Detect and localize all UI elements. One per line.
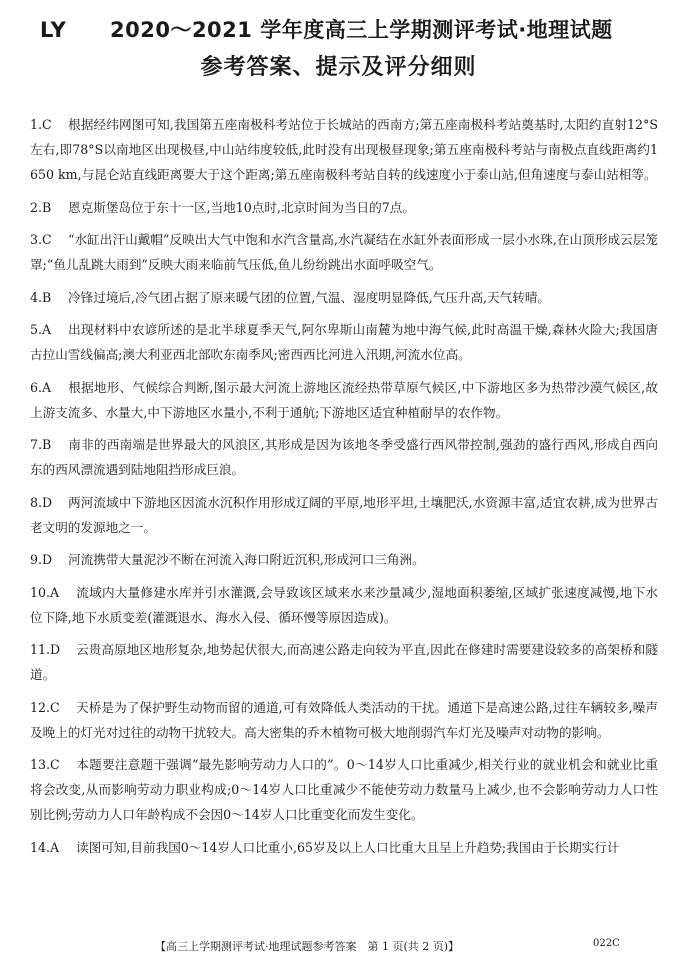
answer-number: 6. (30, 379, 43, 395)
answer-number: 1. (30, 117, 43, 132)
answer-number: 9. (30, 552, 43, 567)
answer-item (30, 285, 658, 310)
answer-number: 12. (30, 699, 51, 715)
answer-explanation: 本题要注意题干强调“最先影响劳动力人口的”。0～14岁人口比重减少,相关行业的就业机会和就业比重将会改变,从而影响劳动力职业构成;0～14岁人口比重减少不能使劳动力数量马上减少,也不会影响劳动力人口性别比例;劳动力人口年龄构成不会因0～14岁人口比重变化而发生变化。 (30, 757, 658, 822)
answer-explanation: 读图可知,目前我国0～14岁人口比重小,65岁及以上人口比重大且呈上升趋势;我国由于长期实行计 (76, 839, 620, 855)
answer-list (30, 112, 658, 867)
answer-number: 10. (30, 584, 51, 600)
answer-item (30, 835, 658, 860)
answer-item (30, 580, 658, 630)
answer-number: 2. (30, 199, 43, 215)
exam-title-text: 2020～2021 学年度高三上学期测评考试·地理试题 (110, 18, 613, 42)
answer-number: 4. (30, 289, 43, 305)
answer-explanation: 南非的西南端是世界最大的风浪区,其形成是因为该地冬季受盛行西风带控制,强劲的盛行西风,形成自西向东的西风漂流遇到陆地阻挡形成巨浪。 (30, 437, 658, 477)
answer-number: 3. (30, 232, 43, 247)
answer-item (30, 695, 658, 745)
answer-number: 14. (30, 839, 51, 855)
answer-explanation: 冷锋过境后,冷气团占据了原来暖气团的位置,气温、湿度明显降低,气压升高,天气转晴。 (68, 289, 551, 305)
answer-explanation: 云贵高原地区地形复杂,地势起伏很大,而高速公路走向较为平直,因此在修建时需要建设较多的高架桥和隧道。 (30, 642, 658, 682)
answer-item (30, 490, 658, 540)
answer-item (30, 637, 658, 687)
answer-key: A (42, 322, 52, 337)
answer-explanation: 两河流域中下游地区因流水沉积作用形成辽阔的平原,地形平坦,土壤肥沃,水资源丰富,适宜农耕,成为世界古老文明的发源地之一。 (30, 494, 658, 535)
answer-number: 11. (30, 642, 51, 657)
answer-explanation: 根据地形、气候综合判断,图示最大河流上游地区流经热带草原气候区,中下游地区多为热带沙漠气候区,故上游支流多、水量大,中下游地区水量小,不利于通航;下游地区适宜种植耐旱的农作物。 (30, 379, 658, 420)
answer-explanation: 出现材料中农谚所述的是北半球夏季天气,阿尔卑斯山南麓为地中海气候,此时高温干燥,森林火险大;我国唐古拉山雪线偏高;澳大利亚西北部吹东南季风;密西西比河进入汛期,河流水位高。 (30, 322, 658, 362)
answer-item (30, 752, 658, 827)
answer-item (30, 317, 658, 367)
answer-explanation: 天桥是为了保护野生动物而留的通道,可有效降低人类活动的干扰。通道下是高速公路,过往车辆较多,噪声及晚上的灯光对过往的动物干扰较大。高大密集的乔木植物可极大地削弱汽车灯光及噪声对动物的影响。 (30, 699, 658, 740)
answer-number: 7. (30, 437, 43, 452)
answer-key: C (42, 117, 52, 132)
answer-explanation: 河流携带大量泥沙不断在河流入海口附近沉积,形成河口三角洲。 (68, 552, 425, 567)
answer-key: A (50, 839, 60, 855)
footer-text: 【高三上学期测评考试·地理试题参考答案 第 1 页(共 2 页)】 (155, 940, 460, 953)
answer-explanation: “水缸出汗山戴帽”反映出大气中饱和水汽含量高,水汽凝结在水缸外表面形成一层小水珠,在山顶形成云层笼罩;“鱼儿乱跳大雨到”反映大雨来临前气压低,鱼儿纷纷跳出水面呼吸空气。 (30, 232, 658, 272)
answer-key: C (50, 757, 60, 772)
answer-number: 13. (30, 757, 51, 772)
exam-code: LY (40, 18, 67, 42)
answer-key: C (42, 232, 52, 247)
footer-code: 022C (593, 938, 620, 949)
answer-key: A (42, 379, 52, 395)
answer-key: D (50, 642, 61, 657)
answer-key: D (42, 552, 53, 567)
answer-explanation: 根据经纬网图可知,我国第五座南极科考站位于长城站的西南方;第五座南极科考站奠基时,太阳约直射12°S左右,即78°S以南地区出现极昼,中山站纬度较低,此时没有出现极昼现象;第五座南极科考站与南极点直线距离约1 650 km,与昆仑站直线距离要大于这个距离;第五座南极科考站自转的线速度小于泰山站,但角速度与泰山站相等。 (30, 117, 658, 182)
answer-item (30, 195, 658, 220)
page-footer (155, 938, 635, 954)
answer-key: A (50, 584, 60, 600)
answer-item (30, 227, 658, 277)
answer-key: B (42, 289, 52, 305)
answer-number: 8. (30, 494, 43, 510)
exam-title (40, 14, 660, 44)
answer-item (30, 375, 658, 425)
answer-item (30, 547, 658, 572)
answer-explanation: 恩克斯堡岛位于东十一区,当地10点时,北京时间为当日的7点。 (68, 199, 415, 215)
answer-key: B (42, 199, 52, 215)
answer-key: C (50, 699, 60, 715)
answer-number: 5. (30, 322, 43, 337)
answer-key: D (42, 494, 53, 510)
exam-subtitle: 参考答案、提示及评分细则 (200, 55, 477, 80)
answer-item (30, 112, 658, 187)
answer-key: B (42, 437, 52, 452)
answer-item (30, 432, 658, 482)
answer-explanation: 流域内大量修建水库并引水灌溉,会导致该区域来水来沙量减少,湿地面积萎缩,区域扩张速度减慢,地下水位下降,地下水质变差(灌溉退水、海水入侵、循环慢等原因造成)。 (30, 584, 658, 625)
